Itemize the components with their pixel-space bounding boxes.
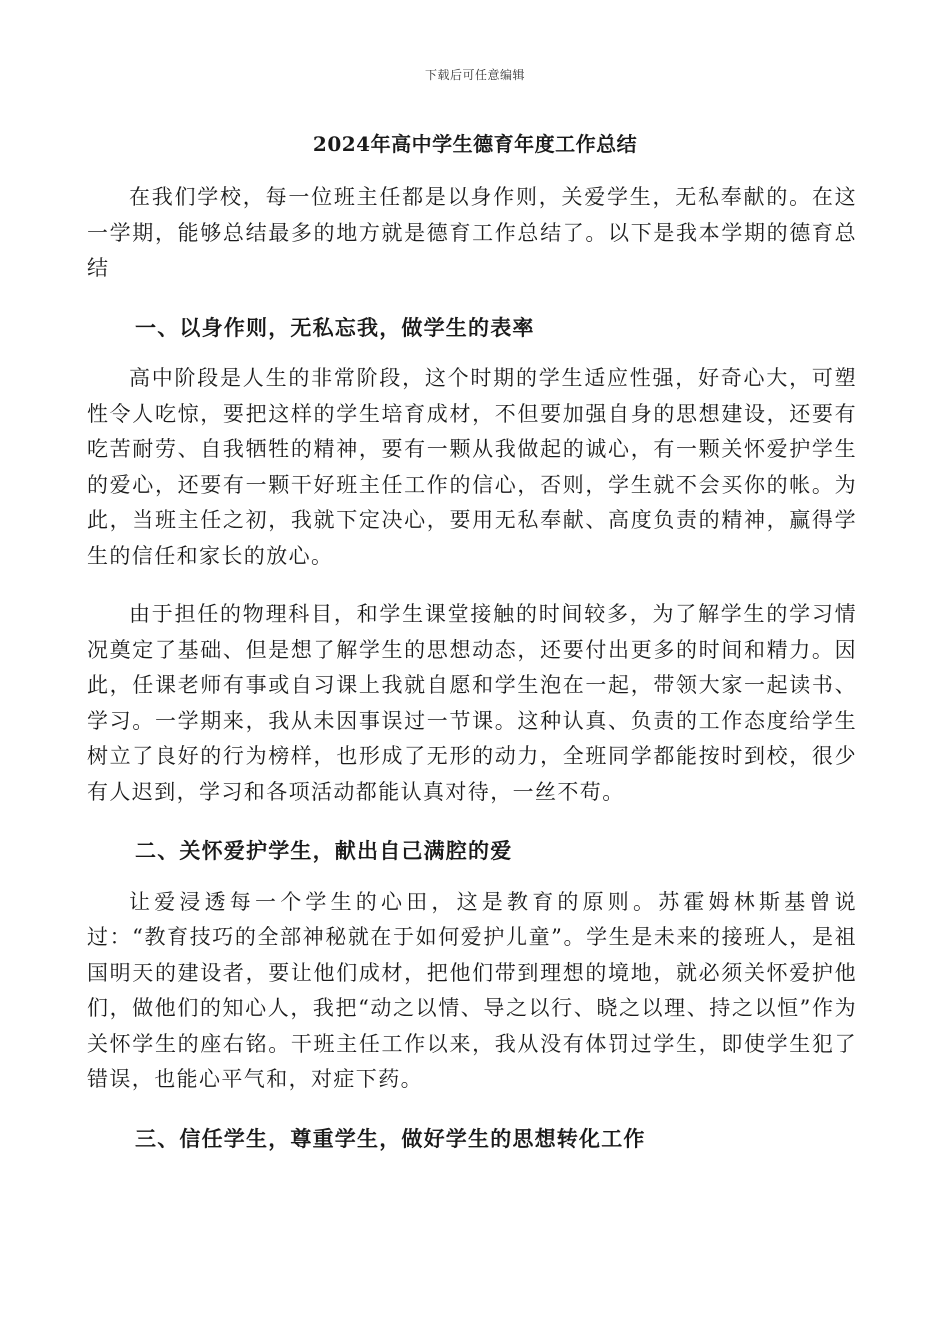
section-2-paragraph-1: 让爱浸透每一个学生的心田，这是教育的原则。苏霍姆林斯基曾说过：“教育技巧的全部神秘就在于如何爱护儿童”。学生是未来的接班人，是祖国明天的建设者，要让他们成材，把他们带到理想的境地，就必须关怀爱护他们，做他们的知心人，我把“动之以情、导之以行、晓之以理、持之以恒”作为关怀学生的座右铭。干班主任工作以来，我从没有体罚过学生，即使学生犯了错误，也能心平气和，对症下药。 bbox=[87, 889, 857, 1091]
document-body bbox=[87, 180, 857, 1156]
section-1-paragraph-2: 由于担任的物理科目，和学生课堂接触的时间较多，为了解学生的学习情况奠定了基础、但是想了解学生的思想动态，还要付出更多的时间和精力。因此，任课老师有事或自习课上我就自愿和学生泡在一起，带领大家一起读书、学习。一学期来，我从未因事误过一节课。这种认真、负责的工作态度给学生树立了良好的行为榜样，也形成了无形的动力，全班同学都能按时到校，很少有人迟到，学习和各项活动都能认真对待，一丝不苟。 bbox=[87, 602, 857, 804]
document-title: 2024年高中学生德育年度工作总结 bbox=[312, 132, 638, 156]
intro-paragraph: 在我们学校，每一位班主任都是以身作则，关爱学生，无私奉献的。在这一学期，能够总结最多的地方就是德育工作总结了。以下是我本学期的德育总结 bbox=[87, 185, 857, 280]
header-note: 下载后可任意编辑 bbox=[424, 68, 525, 82]
section-heading-3: 三、信任学生，尊重学生，做好学生的思想转化工作 bbox=[135, 1125, 646, 1151]
section-heading-2: 二、关怀爱护学生，献出自己满腔的爱 bbox=[135, 838, 513, 863]
section-1-paragraph-1: 高中阶段是人生的非常阶段，这个时期的学生适应性强，好奇心大，可塑性令人吃惊，要把这样的学生培育成材，不但要加强自身的思想建设，还要有吃苦耐劳、自我牺牲的精神，要有一颗从我做起的诚心，有一颗关怀爱护学生的爱心，还要有一颗干好班主任工作的信心，否则，学生就不会买你的帐。为此，当班主任之初，我就下定决心，要用无私奉献、高度负责的精神，赢得学生的信任和家长的放心。 bbox=[87, 366, 857, 568]
section-heading-1: 一、以身作则，无私忘我，做学生的表率 bbox=[135, 314, 535, 340]
